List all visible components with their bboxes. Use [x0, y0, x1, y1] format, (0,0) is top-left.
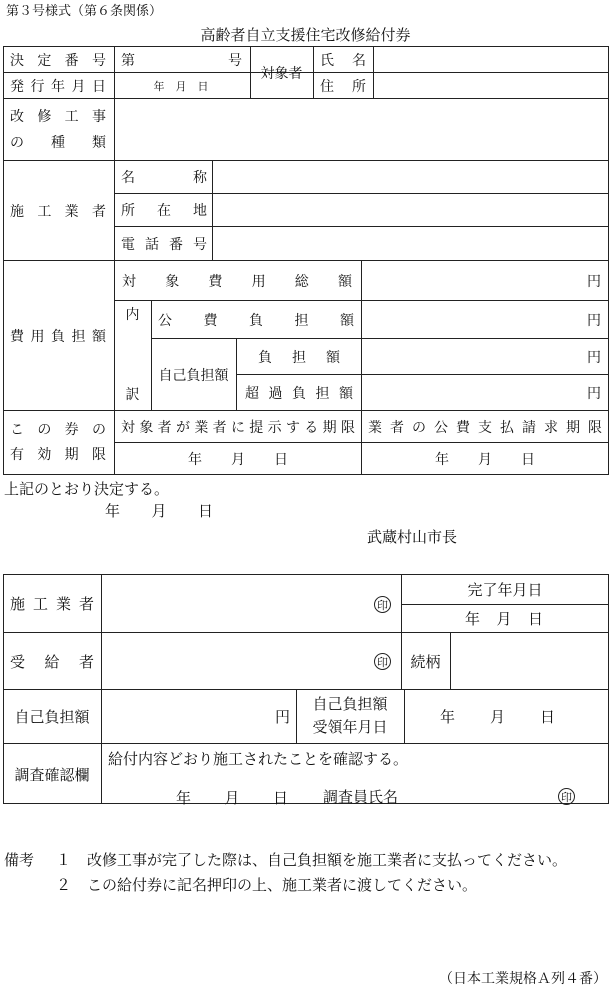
self-pay-received-date-field[interactable]: 年 月 日 — [440, 708, 555, 726]
issue-date-value[interactable]: 年 月 日 — [153, 79, 209, 93]
breakdown-top-label: 内 — [125, 307, 140, 323]
subject-person-label: 対象者 — [260, 65, 303, 82]
burden-field[interactable]: 円 — [587, 349, 601, 366]
cost-label: 費 用 負 担 額 — [10, 328, 106, 345]
contractor-location-field[interactable] — [215, 195, 606, 225]
decision-statement: 上記のとおり決定する。 — [4, 480, 170, 498]
notes-item-text: 改修工事が完了した際は、自己負担額を施工業者に支払ってください。 — [87, 851, 568, 869]
validity-label-line2: 有 効 期 限 — [10, 447, 106, 463]
notes-item-number: ２ — [56, 876, 72, 894]
contractor-name-field[interactable] — [215, 162, 606, 192]
self-pay-received-label: 自己負担額 受領年月日 — [312, 695, 388, 736]
contractor-name-label: 名 称 — [121, 170, 207, 186]
claim-deadline-date[interactable]: 年 月 日 — [435, 452, 535, 468]
contractor-seal-icon: 印 — [374, 596, 391, 613]
mayor-title: 武蔵村山市長 — [367, 528, 458, 546]
present-deadline-date[interactable]: 年 月 日 — [188, 452, 288, 468]
relationship-label: 続柄 — [410, 652, 441, 671]
notes-item-number: １ — [56, 851, 72, 869]
breakdown-bottom-label: 訳 — [125, 387, 140, 403]
public-cost-field[interactable]: 円 — [587, 312, 601, 329]
lower-contractor-label: 施 工 業 者 — [10, 595, 94, 613]
issue-date-label: 発 行 年 月 日 — [10, 78, 106, 95]
work-type-field[interactable] — [117, 100, 606, 158]
recipient-field[interactable] — [104, 635, 366, 687]
completion-date-field[interactable]: 年 月 日 — [465, 610, 543, 628]
decision-number-field[interactable] — [136, 49, 224, 70]
excess-burden-label: 超 過 負 担 額 — [245, 385, 353, 402]
validity-label-line1: こ の 券 の — [10, 422, 106, 438]
relationship-field[interactable] — [453, 635, 606, 687]
lower-self-pay-field[interactable]: 円 — [274, 708, 290, 726]
work-type-label-line2: の 種 類 — [10, 135, 106, 151]
public-cost-label: 公 費 負 担 額 — [158, 312, 354, 329]
recipient-seal-icon: 印 — [374, 653, 391, 670]
form-number: 第３号様式（第６条関係） — [6, 4, 163, 19]
page-title: 高齢者自立支援住宅改修給付券 — [200, 26, 411, 44]
decision-number-suffix: 号 — [228, 52, 242, 69]
inspection-label: 調査確認欄 — [14, 765, 90, 784]
inspection-date-field[interactable]: 年 月 日 — [176, 788, 288, 807]
inspection-statement: 給付内容どおり施工されたことを確認する。 — [108, 750, 409, 768]
decision-date: 年 月 日 — [105, 501, 213, 520]
present-deadline-label: 対 象 者 が 業 者 に 提 示 す る 期 限 — [121, 419, 355, 436]
decision-number-label: 決 定 番 号 — [10, 52, 106, 69]
notes-item-text: この給付券に記名押印の上、施工業者に渡してください。 — [87, 876, 478, 894]
contractor-phone-label: 電 話 番 号 — [121, 236, 207, 253]
address-field[interactable] — [376, 74, 606, 97]
name-field[interactable] — [376, 48, 606, 71]
decision-number-prefix: 第 — [121, 52, 135, 69]
claim-deadline-label: 業 者 の 公 費 支 払 請 求 期 限 — [368, 419, 602, 436]
excess-burden-field[interactable]: 円 — [587, 385, 601, 402]
completion-date-label: 完了年月日 — [467, 581, 543, 599]
paper-size-note: （日本工業規格Ａ列４番） — [439, 971, 607, 987]
lower-self-pay-label: 自己負担額 — [14, 708, 90, 726]
recipient-label: 受 給 者 — [10, 652, 94, 671]
work-type-label-line1: 改 修 工 事 — [10, 109, 106, 125]
address-label: 住 所 — [320, 78, 366, 95]
name-label: 氏 名 — [320, 52, 366, 69]
notes-label: 備考 — [4, 851, 35, 869]
total-cost-label: 対 象 費 用 総 額 — [122, 273, 352, 290]
inspector-seal-icon: 印 — [558, 788, 575, 805]
contractor-phone-field[interactable] — [215, 228, 606, 259]
total-cost-field[interactable]: 円 — [587, 273, 601, 290]
contractor-label: 施 工 業 者 — [10, 203, 106, 220]
self-pay-label: 自己負担額 — [158, 367, 229, 384]
contractor-location-label: 所 在 地 — [121, 203, 207, 219]
inspector-name-label: 調査員氏名 — [323, 788, 399, 806]
lower-contractor-field[interactable] — [104, 577, 366, 630]
burden-label: 負 担 額 — [258, 349, 340, 366]
